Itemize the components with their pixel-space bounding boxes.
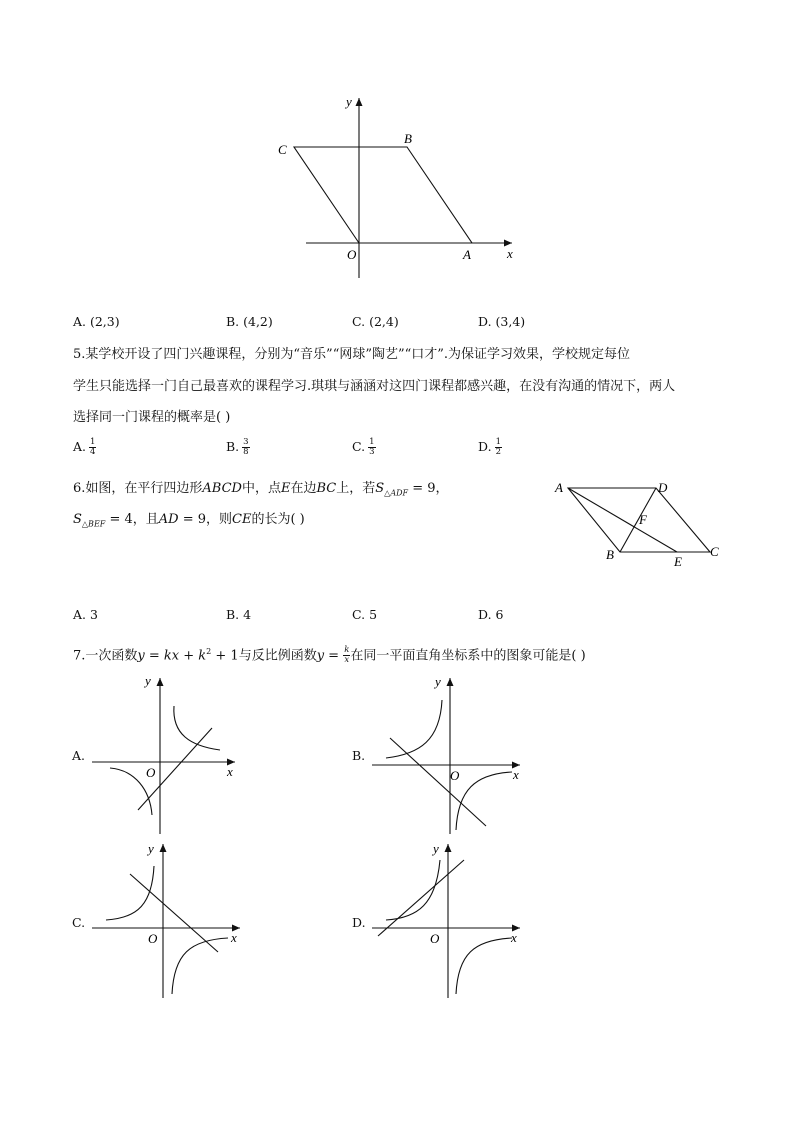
q7-line: [73, 643, 586, 665]
axis-label-x: x: [513, 767, 519, 782]
label-f: F: [639, 512, 647, 527]
q7-option-a: A.: [72, 748, 86, 763]
q7-graph-d: [370, 838, 525, 1003]
q5-option-c: [352, 438, 376, 457]
q6-text: 6.如图，在平行四边形: [73, 481, 203, 496]
q7-option-b: B.: [352, 748, 366, 763]
q7-text: 7.一次函数: [73, 648, 138, 664]
q5-option-b-fraction: [242, 438, 249, 457]
q7-text: 与反比例函数: [238, 648, 317, 664]
q4-option-a: A. (2,3): [73, 314, 120, 329]
label-c: C: [278, 142, 287, 157]
q7-superscript: 2: [206, 647, 212, 656]
q6-parallelogram-figure: [550, 476, 730, 572]
fraction-numerator: 3: [243, 437, 249, 447]
q6-text: 上，若: [336, 481, 376, 496]
q5-line-2: 学生只能选择一门自己最喜欢的课程学习.琪琪与涵涵对这四门课程都感兴趣，在没有沟通的情况下，两人: [73, 379, 676, 394]
q5-option-b: [226, 438, 250, 457]
q5-line-1: 5.某学校开设了四门兴趣课程，分别为“音乐”“网球”陶艺”“口才”.为保证学习效果，学校规定每位: [73, 347, 631, 362]
origin-label: O: [430, 931, 440, 946]
q4-option-b: B. (4,2): [226, 314, 273, 329]
q6-text: = 9，: [408, 481, 449, 496]
q7-math: y = kx + k: [137, 648, 207, 664]
fraction-numerator: 1: [90, 437, 96, 447]
fraction-numerator: 1: [369, 437, 375, 447]
q5-option-b-label: B.: [226, 439, 240, 454]
q5-option-c-label: C.: [352, 439, 366, 454]
label-b: B: [404, 131, 412, 146]
label-b: B: [606, 547, 614, 562]
axis-label-x: x: [511, 930, 517, 945]
q6-line-2: [73, 511, 305, 534]
q7-graph-a: [90, 670, 240, 835]
q7-math: y =: [316, 648, 344, 664]
q7-text: 在同一平面直角坐标系中的图象可能是( ): [350, 648, 586, 664]
axis-label-y: y: [148, 841, 154, 856]
q6-math: S: [375, 481, 385, 496]
axis-label-y: y: [435, 674, 441, 689]
axis-label-y: y: [433, 841, 439, 856]
q6-text: = 9，则: [178, 512, 233, 527]
label-y: y: [346, 94, 352, 109]
q6-math: AD: [158, 512, 179, 527]
q5-line-3: 选择同一门课程的概率是( ): [73, 410, 231, 425]
fraction-denominator: x: [344, 655, 350, 666]
axis-label-y: y: [145, 673, 151, 688]
q6-math: S: [73, 512, 82, 527]
q6-text: = 4，且: [105, 512, 159, 527]
label-e: E: [674, 554, 682, 569]
q6-text: 的长为( ): [251, 512, 305, 527]
q5-option-a-fraction: [89, 438, 96, 457]
parallelogram-axes-figure: [270, 90, 530, 290]
fraction-denominator: 4: [90, 447, 96, 457]
q6-text: 在边: [290, 481, 317, 496]
q7-graph-c: [90, 838, 245, 1003]
origin-label: O: [148, 931, 158, 946]
q5-option-d: [478, 438, 502, 457]
label-d: D: [658, 480, 668, 495]
fraction-denominator: 3: [369, 447, 375, 457]
q5-option-c-fraction: [368, 438, 375, 457]
label-o: O: [347, 247, 357, 262]
q4-option-d: D. (3,4): [478, 314, 526, 329]
q5-option-a: [73, 438, 96, 457]
label-x: x: [507, 246, 513, 261]
fraction-denominator: 8: [243, 447, 249, 457]
q6-math: ABCD: [202, 481, 242, 496]
q6-option-a: A. 3: [73, 607, 98, 622]
q4-option-c: C. (2,4): [352, 314, 399, 329]
fraction-numerator: 1: [495, 437, 501, 447]
q6-math: BC: [316, 481, 337, 496]
q6-option-b: B. 4: [226, 607, 252, 622]
origin-label: O: [146, 765, 156, 780]
q7-option-c: C.: [72, 915, 86, 930]
q6-option-c: C. 5: [352, 607, 378, 622]
axis-label-x: x: [231, 930, 237, 945]
label-a: A: [555, 480, 563, 495]
q5-option-d-label: D.: [478, 439, 492, 454]
label-c: C: [710, 544, 719, 559]
axis-label-x: x: [227, 764, 233, 779]
q7-math: + 1: [211, 648, 239, 664]
q6-option-d: D. 6: [478, 607, 504, 622]
q6-line-1: [73, 480, 449, 503]
q5-option-a-label: A.: [73, 439, 87, 454]
q6-subscript: △BEF: [81, 519, 106, 529]
q7-graph-b: [370, 670, 525, 835]
q6-math: CE: [232, 512, 252, 527]
q6-math: E: [280, 481, 291, 496]
q6-text: 中，点: [241, 481, 281, 496]
origin-label: O: [450, 768, 460, 783]
label-a: A: [463, 247, 471, 262]
fraction-denominator: 2: [495, 447, 501, 457]
fraction-numerator: k: [344, 645, 350, 656]
q5-option-d-fraction: [495, 438, 502, 457]
q7-option-d: D.: [352, 915, 366, 930]
q6-subscript: △ADF: [384, 488, 409, 498]
